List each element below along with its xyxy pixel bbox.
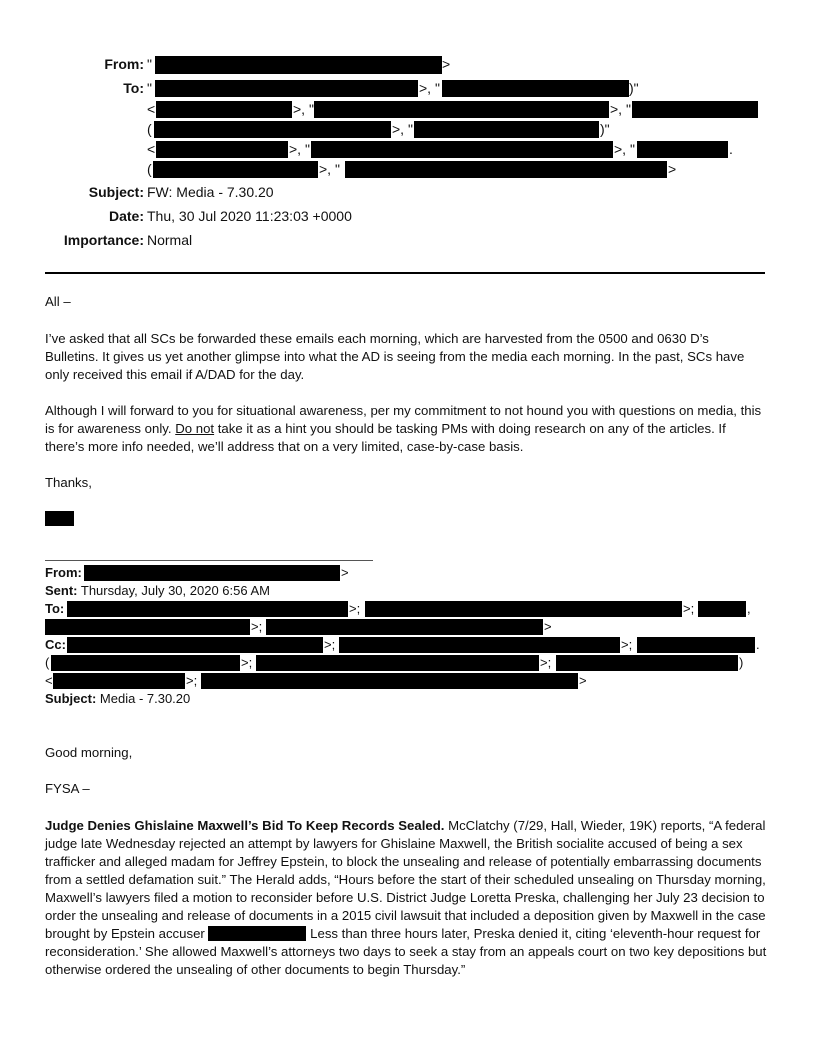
redaction-to-1b — [442, 80, 629, 97]
redaction-to-4c — [637, 141, 728, 158]
redaction-signature — [45, 511, 74, 526]
redaction-fwd-cc-5 — [256, 655, 539, 671]
to-line5-open: ( — [147, 161, 152, 177]
header-importance-row — [0, 228, 816, 252]
redaction-fwd-cc-4 — [51, 655, 240, 671]
redaction-fwd-cc-8 — [201, 673, 578, 689]
to-line4-mid2: >, " — [614, 141, 635, 157]
to-line5-mid: >, " — [319, 161, 340, 177]
to-label: To: — [123, 80, 144, 96]
article-text-2: Less than three hours later, Preska denied it, citing ‘eleventh-hour request for reconsideration.’ She allowed Maxwell’s attorneys two days to seek a stay from an appeals court on two key depositions but otherwise ordered the unsealing of other documents to begin Thursday.” — [45, 926, 767, 977]
date-value: Thu, 30 Jul 2020 11:23:03 +0000 — [147, 208, 352, 224]
redaction-from — [155, 56, 442, 74]
to-line2-open: < — [147, 101, 156, 117]
body-paragraph-1: I’ve asked that all SCs be forwarded these emails each morning, which are harvested from the 0500 and 0630 D’s Bulletins. It gives us yet another glimpse into what the AD is seeing from the media each morning. In the past, SCs have only received this email if A/DAD for the day. — [45, 331, 745, 382]
fwd-to-end1: , — [747, 601, 751, 616]
fwd-cc3-end: > — [579, 673, 587, 688]
to-line2-mid2: >, " — [610, 101, 631, 117]
to-line5-end: > — [668, 161, 677, 177]
from-close: > — [442, 56, 451, 72]
fwd-sent-label: Sent: — [45, 583, 78, 598]
forward-divider — [45, 560, 373, 561]
importance-label: Importance: — [63, 232, 144, 248]
redaction-to-3a — [154, 121, 391, 138]
to-line3-mid: >, " — [392, 121, 413, 137]
fwd-cc2-sep1: >; — [241, 655, 253, 670]
to-line3-end: )" — [600, 121, 610, 137]
fwd-from-close: > — [341, 565, 349, 580]
fwd-to-sep1: >; — [349, 601, 361, 616]
redaction-fwd-to-4 — [45, 619, 250, 635]
para2-end: take it as a hint you should be tasking PMs with doing research on any of the articles. If there’s more info needed, we’ll address that on a very limited, case-by-case basis. — [45, 421, 726, 454]
header-subject-row — [0, 180, 816, 204]
redaction-fwd-cc-7 — [53, 673, 185, 689]
header-date-row — [0, 204, 816, 228]
redaction-accuser — [208, 926, 306, 941]
body-paragraph-2 — [45, 402, 767, 456]
message-greeting: Good morning, — [45, 745, 133, 760]
fwd-cc-label: Cc: — [45, 637, 66, 652]
fwd-cc2-open: ( — [45, 655, 50, 670]
fwd-cc3-open: < — [45, 673, 53, 688]
redaction-fwd-cc-6 — [556, 655, 738, 671]
fwd-subject-label: Subject: — [45, 691, 97, 706]
redaction-to-5b — [345, 161, 667, 178]
to-line1-end: )" — [629, 80, 639, 96]
fwd-cc2-sep2: >; — [540, 655, 552, 670]
fwd-to-label: To: — [45, 601, 65, 616]
fwd-sent-value: Thursday, July 30, 2020 6:56 AM — [80, 583, 270, 598]
subject-value: FW: Media - 7.30.20 — [147, 184, 274, 200]
to-line1-mid: >, " — [419, 80, 440, 96]
redaction-fwd-cc-2 — [339, 637, 620, 653]
fwd-from-label: From: — [45, 565, 82, 580]
article-headline: Judge Denies Ghislaine Maxwell’s Bid To Keep Records Sealed. — [45, 818, 445, 833]
fwd-to-sep2: >; — [683, 601, 695, 616]
redaction-to-5a — [153, 161, 318, 178]
para2-start: Although I will forward to you for situational awareness, per my commitment to not hound you with questions on media, this is for awareness only. — [45, 403, 762, 436]
importance-value: Normal — [147, 232, 193, 248]
redaction-to-4a — [156, 141, 288, 158]
body-thanks: Thanks, — [45, 475, 92, 490]
fwd-to-sep3: >; — [251, 619, 263, 634]
to-line1-open: " — [147, 80, 152, 96]
redaction-fwd-cc-3 — [637, 637, 755, 653]
redaction-to-2c — [632, 101, 758, 118]
to-line4-end: . — [729, 141, 733, 157]
redaction-fwd-from — [84, 565, 340, 581]
fwd-cc-sep2: >; — [621, 637, 633, 652]
fwd-to-end2: > — [544, 619, 552, 634]
redaction-fwd-cc-1 — [67, 637, 323, 653]
redaction-to-1a — [155, 80, 418, 97]
header-divider — [45, 272, 765, 274]
to-line4-mid1: >, " — [289, 141, 310, 157]
body-greeting: All – — [45, 294, 71, 309]
date-label: Date: — [108, 208, 144, 224]
fwd-subject-value: Media - 7.30.20 — [99, 691, 191, 706]
redaction-fwd-to-2 — [365, 601, 682, 617]
redaction-fwd-to-3 — [698, 601, 746, 617]
from-open: " — [147, 56, 152, 72]
article-paragraph — [45, 817, 767, 979]
to-line4-open: < — [147, 141, 156, 157]
redaction-to-2b — [314, 101, 609, 118]
redaction-to-4b — [311, 141, 613, 158]
redaction-to-2a — [156, 101, 292, 118]
fwd-cc3-sep: >; — [186, 673, 198, 688]
para2-underlined: Do not — [175, 421, 215, 436]
fwd-cc-sep1: >; — [324, 637, 336, 652]
message-fysa: FYSA – — [45, 781, 90, 796]
redaction-fwd-to-5 — [266, 619, 543, 635]
fwd-cc-end1: . — [756, 637, 760, 652]
fwd-sent-row — [45, 582, 270, 600]
subject-label: Subject: — [88, 184, 144, 200]
redaction-fwd-to-1 — [67, 601, 348, 617]
redaction-to-3b — [414, 121, 599, 138]
article-text-1: McClatchy (7/29, Hall, Wieder, 19K) reports, “A federal judge late Wednesday rejected an attempt by lawyers for Ghislaine Maxwell, the British socialite accused of being a sex trafficker and alleged madam for Jeffrey Epstein, to block the unsealing and release of potentially embarrassing documents from a settled defamation suit.” The Herald adds, “Hours before the start of their scheduled unsealing on Thursday morning, Maxwell’s lawyers filed a motion to reconsider before U.S. District Judge Loretta Preska, challenging her July 23 decision to order the unsealing and release of documents in a 2015 civil lawsuit that included a deposition given by Maxwell in the case brought by Epstein accuser — [45, 818, 766, 941]
fwd-cc2-end: ) — [739, 655, 744, 670]
fwd-subject-row — [45, 690, 190, 708]
to-line3-open: ( — [147, 121, 152, 137]
to-line2-mid1: >, " — [293, 101, 314, 117]
from-label: From: — [104, 56, 144, 72]
